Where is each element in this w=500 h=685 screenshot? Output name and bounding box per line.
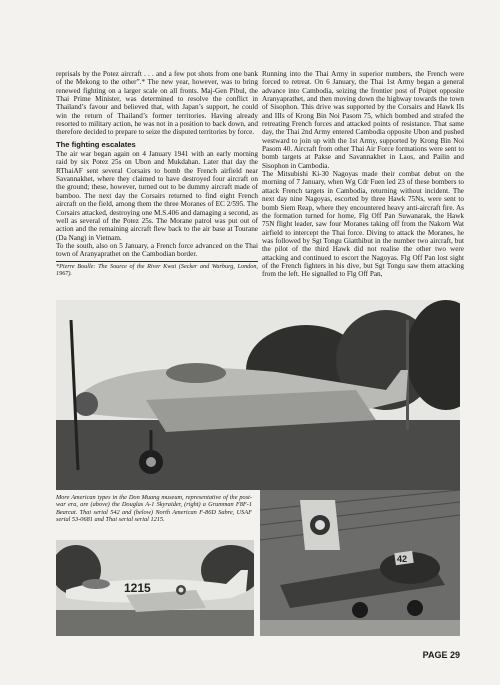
bearcat-photo	[260, 490, 460, 636]
left-paragraph-2: The air war began again on 4 January 1941 with an early morning raid by six Potez 25s on Ubon and Mukdahan. Later that day the RThaiAF sent several Corsairs to bomb the French airfield near Savannakhet, where they claimed to have destroyed four aircraft on the ground; these, however, turned out to be dummy aircraft made of bamboo. The next day the Corsairs returned to find eight French aircraft on the field, among them the three Moranes of EC 2/595. The Corsairs attacked, destroying one M.S.406 and damaging a second, as well as several of the Potez 25s. The Morane patrol was put out of action and the remaining aircraft flew back to the air base at Tourane (Da Nang) in Vietnam.	[56, 150, 258, 242]
left-paragraph-3: To the south, also on 5 January, a French force advanced on the Thai town of Aranyaprathet on the Cambodian border.	[56, 241, 258, 259]
bearcat-illustration	[260, 490, 460, 636]
right-text-column	[262, 70, 464, 279]
section-heading: The fighting escalates	[56, 139, 136, 149]
left-paragraph-1: reprisals by the Potez aircraft . . . and a few pot shots from one bank of the Mekong to the other”.* The new year, however, was to bring renewed fighting on a larger scale on all fronts. Maj-Gen Pibul, the Thai Prime Minister, was determined to resolve the conflict in Thailand’s favour and believed that, with Japan’s support, he could win the return of Thailand’s former territories. Having already resorted to military action, he was not in a position to back down, and therefore decided to prepare to seize the disputed territories by force.	[56, 70, 258, 137]
sabre-illustration	[56, 540, 254, 636]
bearcat-code-label: 42	[397, 554, 408, 564]
photo-caption: More American types in the Don Muang museum, representative of the post-war era, are (above) the Douglas A-1 Skyraider, (right) a Grumman F8F-1 Bearcat. Thai serial 542 and (below) North American F-86D Sabre, USAF serial 53-0681 and Thai serial serial 1215.	[56, 494, 252, 523]
page-number: PAGE 29	[422, 650, 460, 660]
left-text-column	[56, 70, 258, 277]
sabre-serial-label: 1215	[124, 581, 151, 595]
skyraider-illustration	[56, 300, 460, 490]
footnote: *Pierre Boulle: The Source of the River Kwai (Secker and Warburg, London, 1967).	[56, 262, 258, 277]
sabre-photo	[56, 540, 254, 636]
skyraider-photo	[56, 300, 460, 490]
right-paragraph-2: The Mitsubishi Ki-30 Nagoyas made their combat debut on the morning of 7 January, when Wg Cdr Fuen led 23 of these bombers to attack French targets in Cambodia, returning without incident. The next day nine Nagoyas, escorted by three Hawk 75Ns, were sent to bomb Siem Reap, where they encountered heavy anti-aircraft fire. As the formation turned for home, Flg Off Pan Suwanarak, the Hawk 75N flight leader, saw four Moranes taking off from the Nakorn Wat airfield to intercept the Thai force. Diving to attack the Moranes, he was followed by Sgt Tongu Giatthibut in the number two aircraft, but the pilot of the third Hawk did not realise the other two were attacking and continued to escort the Nagoyas. Flg Off Pan lost sight of the French fighters in his dive, but Sgt Tongu saw them attacking from the left. He signalled to Flg Off Pan,	[262, 170, 464, 279]
right-paragraph-1: Running into the Thai Army in superior numbers, the French were forced to retreat. On 6 January, the Thai 1st Army began a general advance into Cambodia, seizing the frontier post of Poipet opposite Aranyaprathet, and then moving down the highway towards the town of Sisophon. This drive was supported by the Corsairs and Hawk IIs and IIIs of Krong Bin Noi Pasom 75, which bombed and strafed the retreating French forces and attacked points of resistance. That same day, the Thai 2nd Army entered Cambodia opposite Ubon and pushed westward to join up with the 1st Army, supported by Krong Bin Noi Pasom 40. Aircraft from other Thai Air Force formations were sent to bomb targets at Pakse and Savannakhet in Laos, and Pailin and Sisophon in Cambodia.	[262, 70, 464, 170]
